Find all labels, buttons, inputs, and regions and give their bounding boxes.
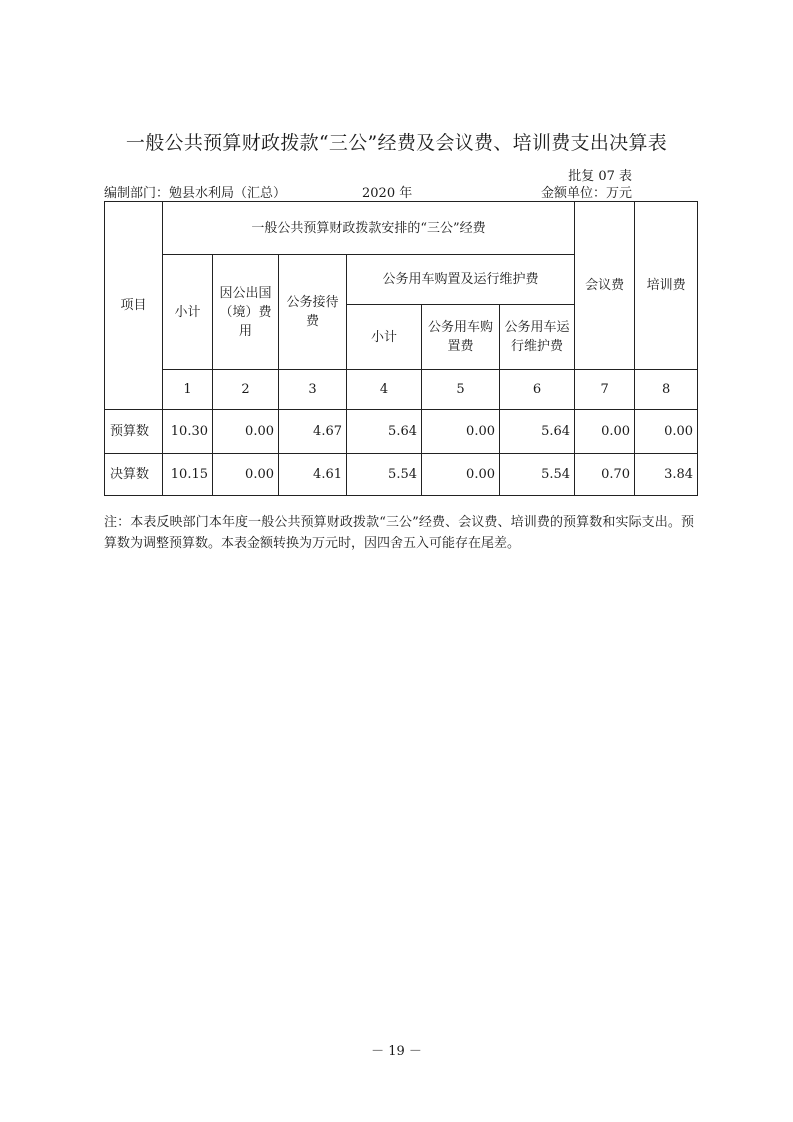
reception-header: 公务接待费: [279, 255, 347, 370]
col-number: 3: [279, 370, 347, 410]
table-cell: 3.84: [635, 454, 698, 496]
vehicle-operation-header: 公务用车运行维护费: [500, 305, 575, 370]
table-cell: 0.00: [422, 454, 500, 496]
col-number: 7: [575, 370, 635, 410]
table-cell: 5.54: [500, 454, 575, 496]
table-cell: 0.00: [635, 410, 698, 454]
amount-unit: 金额单位：万元: [541, 186, 633, 201]
table-cell: 4.67: [279, 410, 347, 454]
subtotal-header: 小计: [163, 255, 213, 370]
vehicle-subtotal-header: 小计: [347, 305, 422, 370]
col-number: 2: [213, 370, 279, 410]
table-cell: 5.54: [347, 454, 422, 496]
table-row: [105, 410, 698, 454]
row-label: 决算数: [105, 454, 163, 496]
col-number: 6: [500, 370, 575, 410]
table-cell: 10.30: [163, 410, 213, 454]
table-cell: 4.61: [279, 454, 347, 496]
table-cell: 10.15: [163, 454, 213, 496]
row-label: 预算数: [105, 410, 163, 454]
table-cell: 0.00: [422, 410, 500, 454]
abroad-header: 因公出国（境）费用: [213, 255, 279, 370]
table-cell: 5.64: [500, 410, 575, 454]
vehicle-purchase-header: 公务用车购置费: [422, 305, 500, 370]
col-number: 4: [347, 370, 422, 410]
footnote: 注：本表反映部门本年度一般公共预算财政拨款“三公”经费、会议费、培训费的预算数和实际支出。预算数为调整预算数。本表金额转换为万元时，因四舍五入可能存在尾差。: [104, 515, 694, 551]
vehicle-group-header: 公务用车购置及运行维护费: [347, 255, 575, 305]
expenditure-table: [104, 201, 698, 496]
document-title: 一般公共预算财政拨款“三公”经费及会议费、培训费支出决算表: [125, 132, 668, 154]
table-number: 批复 07 表: [568, 169, 632, 184]
table-cell: 5.64: [347, 410, 422, 454]
col-number: 5: [422, 370, 500, 410]
table-cell: 0.70: [575, 454, 635, 496]
compiling-unit: 编制部门：勉县水利局（汇总）: [104, 186, 287, 201]
page-number: － 19 －: [371, 1044, 422, 1059]
table-cell: 0.00: [213, 454, 279, 496]
table-cell: 0.00: [575, 410, 635, 454]
col-number: 1: [163, 370, 213, 410]
report-year: 2020 年: [362, 186, 413, 201]
item-header: 项目: [105, 202, 163, 410]
table-row: [105, 454, 698, 496]
col-number: 8: [635, 370, 698, 410]
training-header: 培训费: [635, 202, 698, 370]
three-public-group-header: 一般公共预算财政拨款安排的“三公”经费: [163, 202, 575, 255]
table-cell: 0.00: [213, 410, 279, 454]
meeting-header: 会议费: [575, 202, 635, 370]
